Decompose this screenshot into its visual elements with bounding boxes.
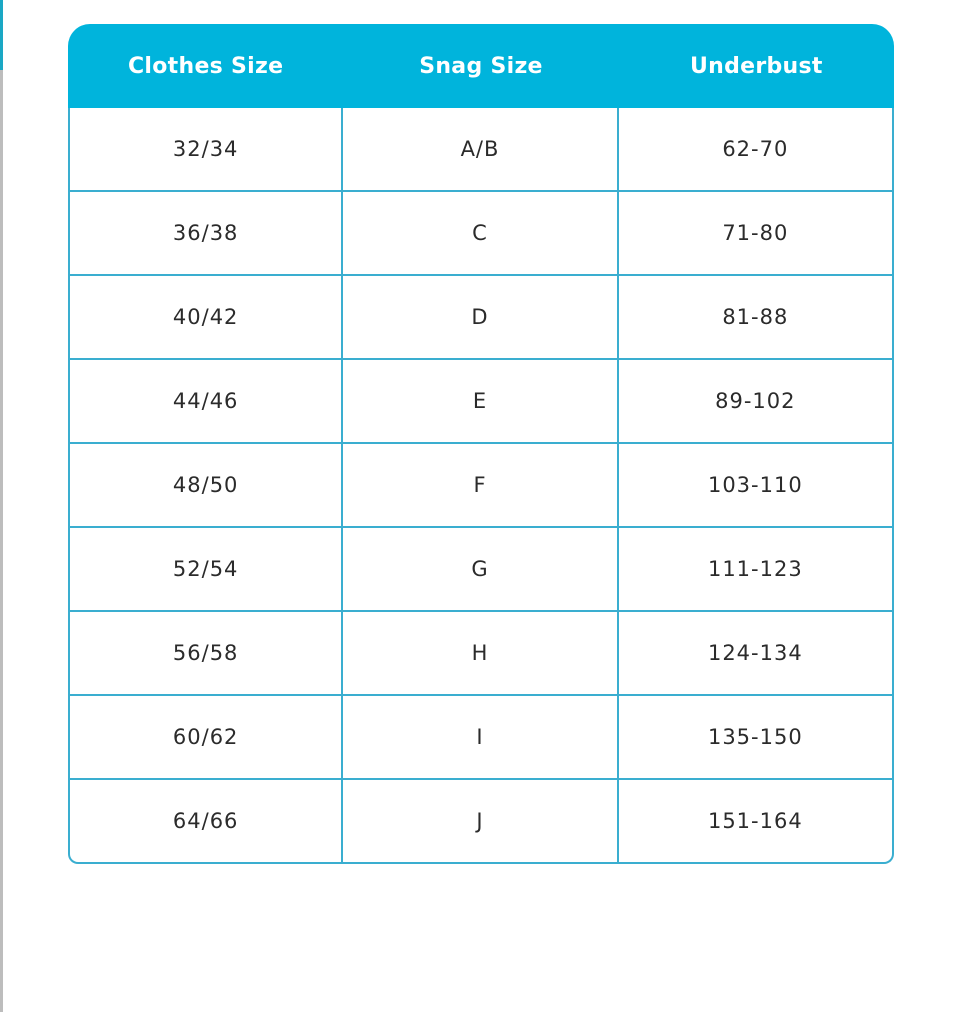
cell-clothes-size: 32/34 xyxy=(68,108,343,192)
cell-snag-size: A/B xyxy=(343,108,618,192)
table-row xyxy=(68,696,894,780)
cell-underbust: 124-134 xyxy=(619,612,894,696)
cell-underbust: 111-123 xyxy=(619,528,894,612)
size-chart xyxy=(68,24,894,864)
cell-underbust: 81-88 xyxy=(619,276,894,360)
table-header xyxy=(68,24,894,108)
size-chart-table xyxy=(68,24,894,864)
cell-clothes-size: 52/54 xyxy=(68,528,343,612)
cell-clothes-size: 36/38 xyxy=(68,192,343,276)
header-underbust: Underbust xyxy=(619,24,894,108)
table-body xyxy=(68,108,894,864)
cell-underbust: 151-164 xyxy=(619,780,894,864)
cell-snag-size: I xyxy=(343,696,618,780)
cell-clothes-size: 60/62 xyxy=(68,696,343,780)
table-row xyxy=(68,276,894,360)
table-row xyxy=(68,108,894,192)
table-row xyxy=(68,780,894,864)
cell-underbust: 62-70 xyxy=(619,108,894,192)
table-row xyxy=(68,192,894,276)
table-row xyxy=(68,444,894,528)
cell-snag-size: C xyxy=(343,192,618,276)
left-edge-divider xyxy=(0,0,3,1012)
cell-underbust: 89-102 xyxy=(619,360,894,444)
cell-snag-size: H xyxy=(343,612,618,696)
cell-underbust: 103-110 xyxy=(619,444,894,528)
cell-snag-size: E xyxy=(343,360,618,444)
cell-snag-size: G xyxy=(343,528,618,612)
cell-snag-size: D xyxy=(343,276,618,360)
cell-clothes-size: 56/58 xyxy=(68,612,343,696)
table-row xyxy=(68,612,894,696)
cell-snag-size: F xyxy=(343,444,618,528)
cell-clothes-size: 40/42 xyxy=(68,276,343,360)
table-row xyxy=(68,528,894,612)
header-row xyxy=(68,24,894,108)
cell-underbust: 71-80 xyxy=(619,192,894,276)
cell-underbust: 135-150 xyxy=(619,696,894,780)
cell-clothes-size: 48/50 xyxy=(68,444,343,528)
table-row xyxy=(68,360,894,444)
header-clothes-size: Clothes Size xyxy=(68,24,343,108)
cell-snag-size: J xyxy=(343,780,618,864)
header-snag-size: Snag Size xyxy=(343,24,618,108)
cell-clothes-size: 64/66 xyxy=(68,780,343,864)
cell-clothes-size: 44/46 xyxy=(68,360,343,444)
